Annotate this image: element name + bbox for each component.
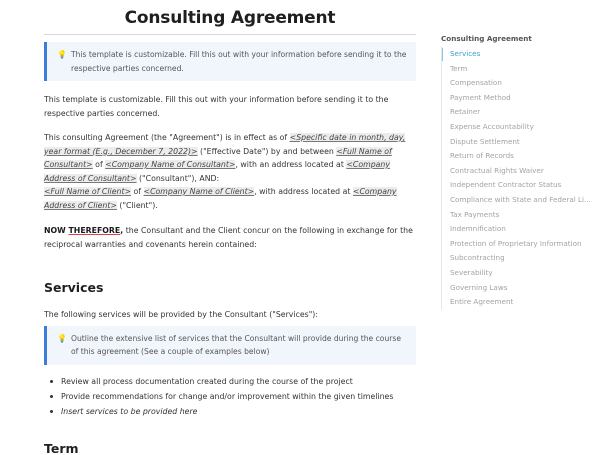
- placeholder-client-address[interactable]: <Company Address of Client>: [44, 187, 397, 210]
- text-run: This consulting Agreement (the "Agreement") is in effect as of: [44, 133, 290, 142]
- toc-item-severability[interactable]: Severability: [450, 267, 493, 277]
- toc-item-subcontracting[interactable]: Subcontracting: [450, 253, 505, 263]
- toc-item-retainer[interactable]: Retainer: [450, 107, 481, 117]
- toc-item-dispute-settlement[interactable]: Dispute Settlement: [450, 136, 520, 146]
- toc-item-entire-agreement[interactable]: Entire Agreement: [450, 297, 514, 307]
- text-run: ("Effective Date") by and between: [197, 146, 337, 156]
- list-item: Provide recommendations for change and/or improvement within the given timelines: [44, 389, 416, 404]
- toc-item-compliance[interactable]: Compliance with State and Federal Li...: [450, 194, 591, 204]
- lightbulb-icon: 💡: [57, 50, 67, 59]
- toc-item-proprietary-information[interactable]: Protection of Proprietary Information: [450, 238, 582, 248]
- bold-text-spellcheck: THEREFORE: [68, 226, 121, 235]
- intro-paragraph: This template is customizable. Fill this out with your information before sending it to the respective parties concerned.: [44, 95, 389, 118]
- page-title: Consulting Agreement: [124, 8, 336, 28]
- placeholder-effective-date[interactable]: <Specific date in month, day, year format (E.g., December 7, 2022)>: [44, 133, 406, 156]
- table-of-contents: [441, 33, 599, 310]
- placeholder-client-company[interactable]: <Company Name of Client>: [143, 187, 255, 196]
- services-callout-text: Outline the extensive list of services that the Consultant will provide during the course of this agreement (See a couple of examples below): [71, 333, 402, 356]
- toc-item-tax-payments[interactable]: Tax Payments: [450, 209, 500, 219]
- services-list: [44, 374, 416, 419]
- text-run: ("Client").: [116, 200, 158, 210]
- text-run: of: [92, 160, 106, 169]
- text-run: the Consultant and the Client concur on the following in exchange for the reciprocal warranties and covenants herein contained:: [44, 226, 413, 249]
- toc-item-independent-contractor-status[interactable]: Independent Contractor Status: [450, 180, 562, 190]
- now-therefore-paragraph: [44, 224, 416, 251]
- toc-item-governing-laws[interactable]: Governing Laws: [450, 282, 508, 292]
- intro-callout: [44, 42, 416, 81]
- document-body: [44, 0, 416, 455]
- toc-item-contractual-rights-waiver[interactable]: Contractual Rights Waiver: [450, 165, 544, 175]
- toc-list: [441, 47, 599, 310]
- toc-item-services[interactable]: Services: [442, 47, 599, 62]
- placeholder-consultant-address[interactable]: <Company Address of Consultant>: [44, 160, 390, 183]
- list-item: Review all process documentation created during the course of the project: [44, 374, 416, 389]
- text-run: of: [131, 187, 144, 196]
- services-heading: Services: [44, 280, 104, 295]
- toc-title[interactable]: Consulting Agreement: [441, 34, 532, 43]
- title-divider: [44, 34, 416, 35]
- list-item-placeholder: Insert services to be provided here: [44, 404, 416, 419]
- text-run: ("Consultant"), AND:: [136, 173, 220, 183]
- toc-item-return-of-records[interactable]: Return of Records: [450, 151, 514, 161]
- toc-item-term[interactable]: Term: [450, 63, 468, 73]
- toc-item-compensation[interactable]: Compensation: [450, 78, 502, 88]
- term-heading: Term: [44, 440, 79, 455]
- intro-callout-text: This template is customizable. Fill this out with your information before sending it to the respective parties concerned.: [71, 50, 407, 73]
- placeholder-client-name[interactable]: <Full Name of Client>: [44, 187, 132, 196]
- lightbulb-icon: 💡: [57, 333, 67, 343]
- bold-text: ,: [120, 226, 124, 235]
- bold-text: NOW: [44, 226, 69, 235]
- text-run: , with address located at: [254, 187, 353, 196]
- toc-item-indemnification[interactable]: Indemnification: [450, 224, 506, 234]
- services-callout: [44, 326, 416, 365]
- agreement-paragraph: [44, 131, 416, 212]
- services-intro: The following services will be provided by the Consultant ("Services"):: [44, 310, 318, 319]
- placeholder-consultant-name[interactable]: <Full Name of Consultant>: [44, 146, 392, 169]
- toc-item-payment-method[interactable]: Payment Method: [450, 92, 511, 102]
- placeholder-consultant-company[interactable]: <Company Name of Consultant>: [105, 160, 236, 169]
- text-run: , with an address located at: [235, 160, 347, 169]
- toc-item-expense-accountability[interactable]: Expense Accountability: [450, 121, 534, 131]
